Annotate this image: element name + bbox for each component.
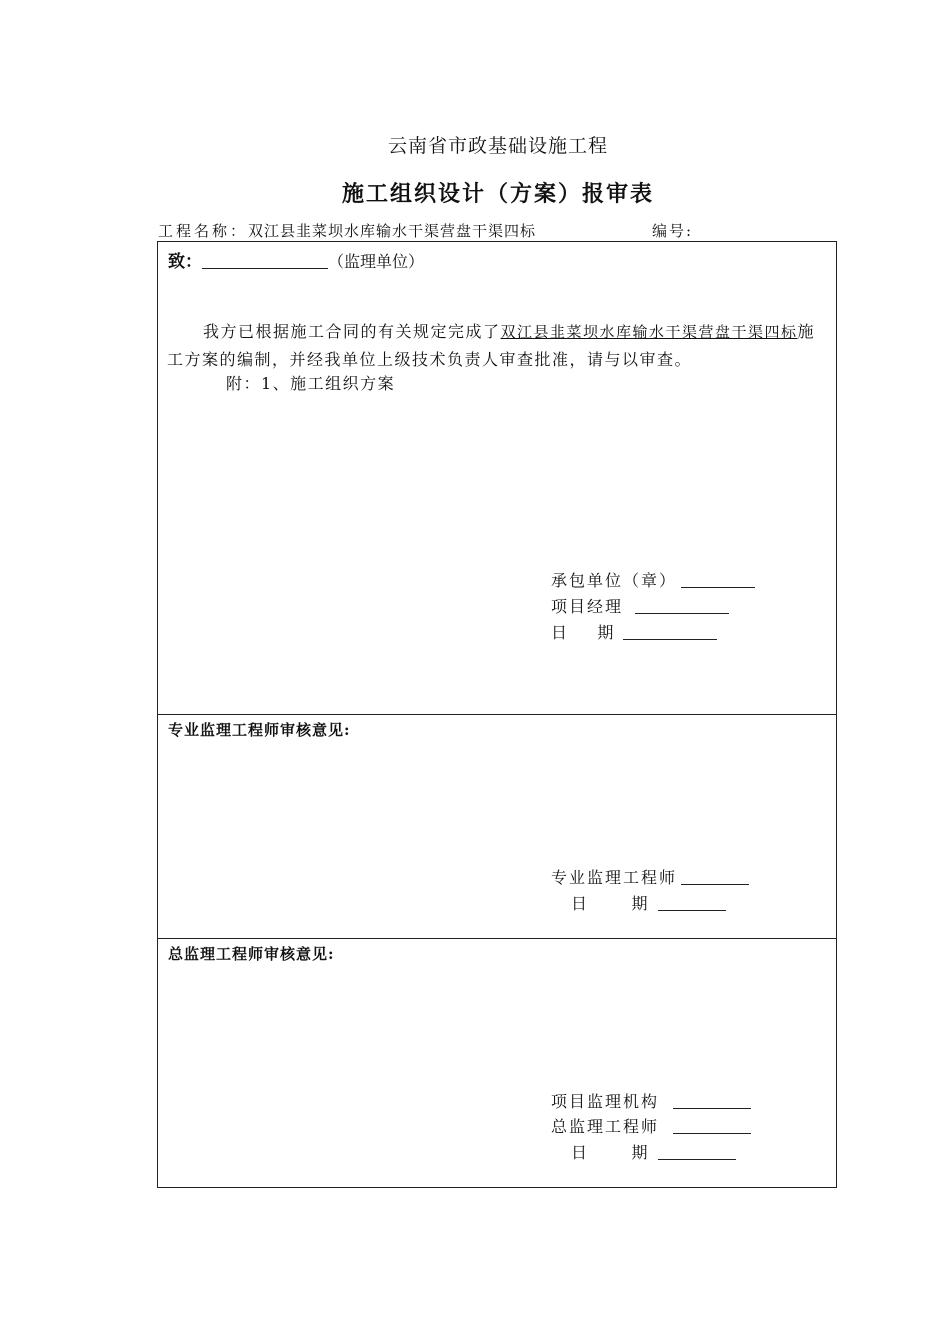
manager-blank[interactable] xyxy=(635,613,729,614)
project-name: 双江县韭菜坝水库输水干渠营盘干渠四标 xyxy=(248,222,537,240)
date-row-2 xyxy=(571,891,726,914)
to-label: 致： xyxy=(168,252,202,272)
date-blank-3[interactable] xyxy=(658,1159,736,1160)
submission-section xyxy=(157,241,837,715)
addressee-row xyxy=(168,247,424,272)
attachment-line: 附：1、施工组织方案 xyxy=(226,374,396,393)
form-number-label: 编号: xyxy=(652,222,694,240)
engineer-review-section xyxy=(157,714,837,939)
date-blank-1[interactable] xyxy=(623,639,717,640)
contractor-blank[interactable] xyxy=(681,587,755,588)
engineer-review-heading: 专业监理工程师审核意见: xyxy=(168,721,351,739)
project-label: 工程名称： xyxy=(158,222,249,240)
supervision-org-blank[interactable] xyxy=(673,1108,751,1109)
date-row-1 xyxy=(551,620,717,643)
submission-paragraph xyxy=(167,318,831,373)
form-title: 施工组织设计（方案）报审表 xyxy=(341,181,654,207)
chief-engineer-blank[interactable] xyxy=(673,1133,751,1134)
chief-review-heading: 总监理工程师审核意见: xyxy=(168,945,335,963)
supervisor-blank[interactable] xyxy=(202,268,328,269)
engineer-label: 专业监理工程师 xyxy=(551,868,678,887)
date-label-3: 日 期 xyxy=(571,1143,650,1162)
project-name-row xyxy=(158,220,536,241)
date-row-3 xyxy=(571,1140,736,1163)
manager-signature-row xyxy=(551,594,729,617)
date-label-2: 日 期 xyxy=(571,894,650,913)
chief-review-section xyxy=(157,938,837,1188)
contractor-label: 承包单位（章） xyxy=(551,571,678,590)
engineer-signature-row xyxy=(551,865,749,888)
chief-engineer-row xyxy=(551,1114,751,1137)
manager-label: 项目经理 xyxy=(551,597,624,616)
chief-engineer-label: 总监理工程师 xyxy=(551,1117,660,1136)
para-rest: 施工方案的编制，并经我单位上级技术负责人审查批准，请与以审查。 xyxy=(167,322,816,369)
supervision-org-label: 项目监理机构 xyxy=(551,1092,660,1111)
organization-heading: 云南省市政基础设施工程 xyxy=(387,135,608,157)
supervisor-suffix: （监理单位） xyxy=(328,252,425,271)
para-project-name: 双江县韭菜坝水库输水干渠营盘干渠四标 xyxy=(500,323,798,341)
date-blank-2[interactable] xyxy=(658,910,726,911)
supervision-org-row xyxy=(551,1089,751,1112)
contractor-signature-row xyxy=(551,568,755,591)
engineer-blank[interactable] xyxy=(681,884,749,885)
para-intro: 我方已根据施工合同的有关规定完成了 xyxy=(203,322,501,341)
date-label-1: 日 期 xyxy=(551,623,616,642)
